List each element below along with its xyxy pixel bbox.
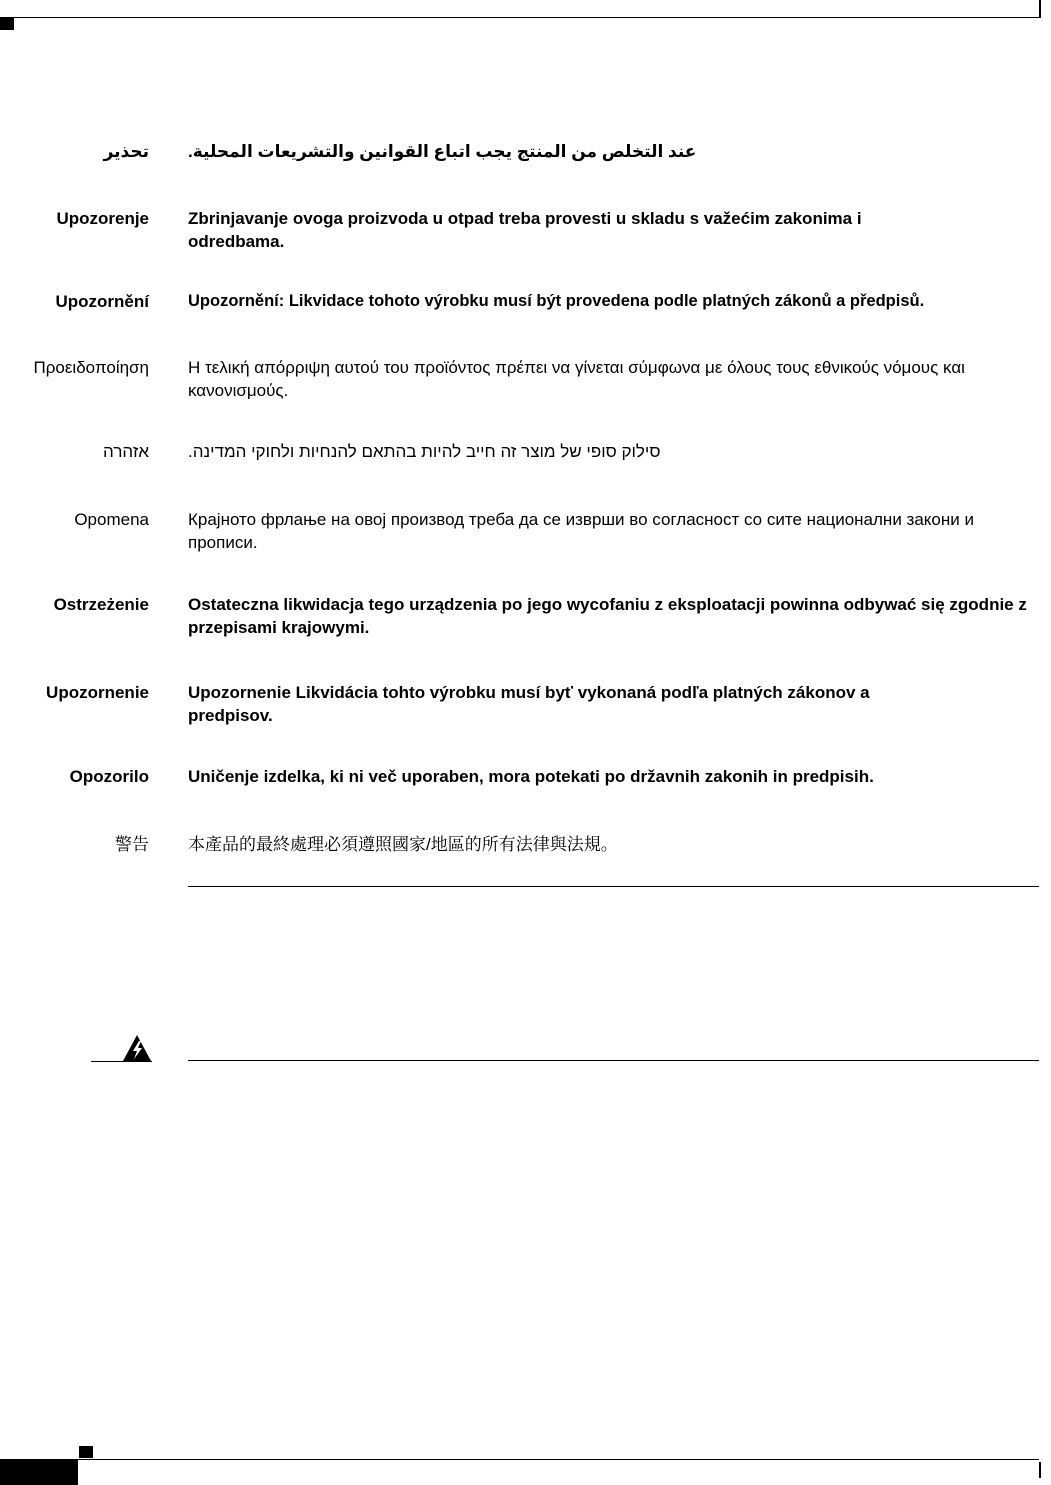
warning-section-rule	[188, 1060, 1039, 1061]
high-voltage-warning-icon	[122, 1034, 152, 1062]
warning-text: Upozornenie Likvidácia tohto výrobku musí byť vykonaná podľa platných zákonov a predpisov.	[188, 683, 870, 725]
warning-label: אזהרה	[103, 442, 149, 461]
warning-label: Upozornění	[55, 292, 149, 311]
bottom-marker	[79, 1446, 93, 1458]
warning-text: סילוק סופי של מוצר זה חייב להיות בהתאם להנחיות ולחוקי המדינה.	[188, 442, 661, 461]
warning-label: Upozornenie	[46, 683, 149, 702]
warning-text: Upozornění: Likvidace tohoto výrobku musí být provedena podle platných zákonů a předpisů.	[188, 292, 925, 310]
bottom-right-tick	[1039, 1462, 1041, 1478]
warning-text: Крајното фрлање на овој производ треба да се изврши во согласност со сите национални закони и прописи.	[188, 510, 974, 552]
bottom-corner-bar	[0, 1460, 78, 1485]
warning-text: Η τελική απόρριψη αυτού του προϊόντος πρέπει να γίνεται σύμφωνα με όλους τους εθνικούς νόμους και κανονισμούς.	[188, 358, 965, 400]
top-corner-marker	[0, 18, 14, 30]
warning-label: Opomena	[74, 510, 149, 529]
warning-label: Upozorenje	[56, 209, 149, 228]
warning-label: Ostrzeżenie	[53, 595, 149, 614]
top-border-rule	[0, 17, 1039, 18]
bottom-border-rule	[0, 1459, 1039, 1460]
warning-label: 警告	[115, 835, 149, 854]
warning-text: Zbrinjavanje ovoga proizvoda u otpad treba provesti u skladu s važećim zakonima i odredbama.	[188, 209, 862, 251]
warning-icon-rule	[91, 1061, 152, 1062]
warning-label: Προειδοποίηση	[33, 358, 149, 377]
top-right-tick	[1039, 0, 1041, 18]
warning-text: Uničenje izdelka, ki ni več uporaben, mora potekati po državnih zakonih in predpisih.	[188, 767, 874, 786]
warning-text: عند التخلص من المنتج يجب اتباع القوانين والتشريعات المحلية.	[188, 142, 697, 161]
warning-label: Opozorilo	[69, 767, 149, 786]
warning-text: 本產品的最終處理必須遵照國家/地區的所有法律與法規。	[188, 835, 618, 854]
warning-text: Ostateczna likwidacja tego urządzenia po jego wycofaniu z eksploatacji powinna odbywać się zgodnie z przepisami krajowymi.	[188, 595, 1027, 637]
section-end-rule	[188, 886, 1039, 887]
warning-label: تحذير	[103, 142, 149, 161]
